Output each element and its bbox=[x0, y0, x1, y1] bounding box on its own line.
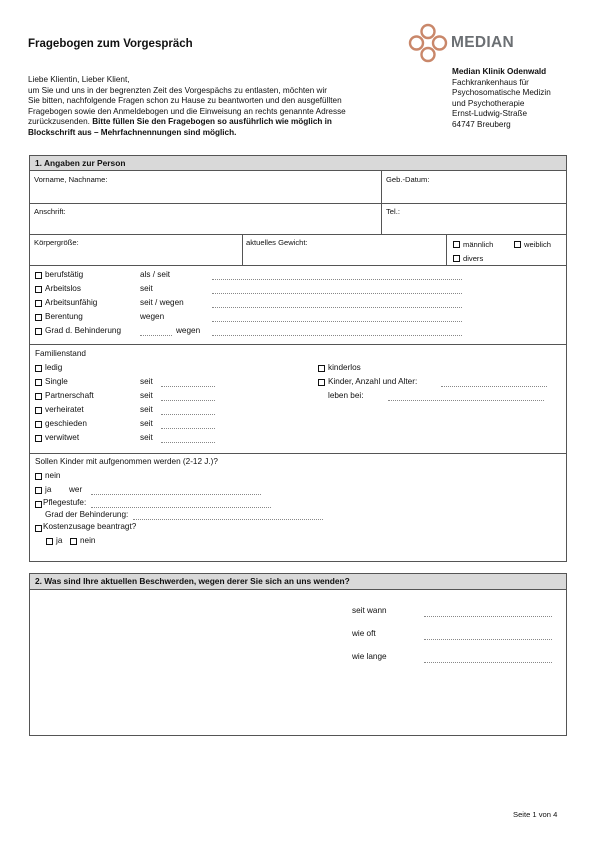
fill-line[interactable] bbox=[91, 494, 261, 495]
cost-no-label: nein bbox=[80, 536, 96, 545]
fill-line[interactable] bbox=[212, 293, 462, 294]
address-line: Ernst-Ludwig-Straße bbox=[452, 109, 528, 119]
care-level-checkbox[interactable] bbox=[35, 501, 42, 508]
diverse-checkbox[interactable] bbox=[453, 255, 460, 262]
height-label: Körpergröße: bbox=[34, 238, 79, 247]
cost-yes-checkbox[interactable] bbox=[46, 538, 53, 545]
employment-label: Arbeitslos bbox=[45, 284, 81, 293]
kids-question: Sollen Kinder mit aufgenommen werden (2-12 J.)? bbox=[35, 457, 218, 466]
family-detail: seit bbox=[140, 433, 153, 442]
how-long-label: wie lange bbox=[352, 652, 387, 661]
fill-line[interactable] bbox=[91, 507, 271, 508]
intro-line: um Sie und uns in der begrenzten Zeit des Vorgespächs zu entlasten, möchten wir bbox=[28, 85, 328, 95]
fill-line[interactable] bbox=[161, 400, 215, 401]
since-label: seit wann bbox=[352, 606, 387, 615]
divider bbox=[242, 234, 243, 265]
family-label: geschieden bbox=[45, 419, 87, 428]
children-label: Kinder, Anzahl und Alter: bbox=[328, 377, 418, 386]
children-checkbox[interactable] bbox=[318, 379, 325, 386]
kids-yes-checkbox[interactable] bbox=[35, 487, 42, 494]
family-detail: seit bbox=[140, 419, 153, 428]
family-checkbox[interactable] bbox=[35, 407, 42, 414]
single-checkbox[interactable] bbox=[35, 365, 42, 372]
fill-line[interactable] bbox=[212, 321, 462, 322]
kids-yes-label: ja bbox=[45, 485, 52, 494]
divider bbox=[30, 265, 566, 266]
intro-text bbox=[28, 75, 428, 139]
address-label: Anschrift: bbox=[34, 207, 66, 216]
employment-label: Arbeitsunfähig bbox=[45, 298, 98, 307]
employment-detail: seit bbox=[140, 284, 153, 293]
disability-checkbox[interactable] bbox=[35, 328, 42, 335]
fill-line[interactable] bbox=[388, 400, 544, 401]
family-detail: seit bbox=[140, 377, 153, 386]
family-checkbox[interactable] bbox=[35, 435, 42, 442]
childless-checkbox[interactable] bbox=[318, 365, 325, 372]
kids-no-checkbox[interactable] bbox=[35, 473, 42, 480]
employment-label: Berentung bbox=[45, 312, 83, 321]
intro-greeting: Liebe Klientin, Lieber Klient, bbox=[28, 75, 130, 84]
family-checkbox[interactable] bbox=[35, 393, 42, 400]
family-label: verheiratet bbox=[45, 405, 84, 414]
fill-line[interactable] bbox=[212, 335, 462, 336]
live-with-label: leben bei: bbox=[328, 391, 364, 400]
address-line: 64747 Breuberg bbox=[452, 119, 511, 129]
employed-checkbox[interactable] bbox=[35, 272, 42, 279]
divider bbox=[30, 203, 566, 204]
family-label: ledig bbox=[45, 363, 63, 372]
clinic-address bbox=[452, 67, 551, 131]
intro-line: Fragebogen sowie den Anmeldebogen und die Einweisung an rechts genannte Adresse bbox=[28, 106, 346, 116]
address-line: Psychosomatische Medizin bbox=[452, 88, 551, 98]
female-label: weiblich bbox=[524, 240, 552, 249]
fill-line[interactable] bbox=[161, 414, 215, 415]
address-line: Fachkrankenhaus für bbox=[452, 77, 529, 87]
cost-checkbox[interactable] bbox=[35, 525, 42, 532]
weight-label: aktuelles Gewicht: bbox=[246, 238, 308, 247]
family-checkbox[interactable] bbox=[35, 421, 42, 428]
unfit-checkbox[interactable] bbox=[35, 300, 42, 307]
family-heading: Familienstand bbox=[35, 349, 86, 358]
family-label: verwitwet bbox=[45, 433, 80, 442]
divider bbox=[30, 234, 566, 235]
fill-line[interactable] bbox=[161, 442, 215, 443]
logo-text: MEDIAN bbox=[451, 34, 514, 51]
fill-line[interactable] bbox=[212, 307, 462, 308]
logo-flower-icon bbox=[407, 22, 449, 64]
fill-line[interactable] bbox=[424, 639, 552, 640]
fill-line[interactable] bbox=[424, 662, 552, 663]
employment-detail: seit / wegen bbox=[140, 298, 184, 307]
intro-bold: Bitte füllen Sie den Fragebogen so ausführlich wie möglich in bbox=[92, 117, 332, 127]
employment-detail: als / seit bbox=[140, 270, 171, 279]
section-complaints bbox=[29, 573, 567, 736]
name-label: Vorname, Nachname: bbox=[34, 175, 108, 184]
female-checkbox[interactable] bbox=[514, 241, 521, 248]
median-logo bbox=[407, 22, 525, 64]
pension-checkbox[interactable] bbox=[35, 314, 42, 321]
how-often-label: wie oft bbox=[352, 629, 376, 638]
phone-label: Tel.: bbox=[386, 207, 400, 216]
fill-line[interactable] bbox=[133, 519, 323, 520]
childless-label: kinderlos bbox=[328, 363, 361, 372]
employment-detail: wegen bbox=[140, 312, 165, 321]
fill-line[interactable] bbox=[161, 428, 215, 429]
section-heading: 2. Was sind Ihre aktuellen Beschwerden, wegen derer Sie sich an uns wenden? bbox=[30, 574, 566, 590]
fill-line[interactable] bbox=[441, 386, 547, 387]
fill-line[interactable] bbox=[212, 279, 462, 280]
divider bbox=[446, 234, 447, 265]
male-checkbox[interactable] bbox=[453, 241, 460, 248]
divider bbox=[30, 344, 566, 345]
unemployed-checkbox[interactable] bbox=[35, 286, 42, 293]
kids-who-label: wer bbox=[69, 485, 83, 494]
intro-line: Sie bitten, nachfolgende Fragen schon zu Hause zu beantworten und den ausgefüllten bbox=[28, 96, 342, 106]
fill-line[interactable] bbox=[140, 335, 172, 336]
fill-line[interactable] bbox=[424, 616, 552, 617]
intro-normal: zurückzusenden. bbox=[28, 117, 93, 127]
cost-question: Kostenzusage beantragt? bbox=[43, 522, 137, 531]
section-heading: 1. Angaben zur Person bbox=[30, 156, 566, 171]
kids-no-label: nein bbox=[45, 471, 61, 480]
fill-line[interactable] bbox=[161, 386, 215, 387]
family-label: Partnerschaft bbox=[45, 391, 94, 400]
cost-yes-label: ja bbox=[56, 536, 63, 545]
disability-degree-label: Grad der Behinderung: bbox=[45, 510, 129, 519]
intro-bold-line: Blockschrift aus – Mehrfachnennungen sind möglich. bbox=[28, 127, 237, 137]
dob-label: Geb.-Datum: bbox=[386, 175, 430, 184]
address-line: und Psychotherapie bbox=[452, 98, 525, 108]
employment-label: berufstätig bbox=[45, 270, 84, 279]
section-personal-data bbox=[29, 155, 567, 562]
intro-line bbox=[28, 117, 428, 128]
clinic-name: Median Klinik Odenwald bbox=[452, 67, 547, 76]
family-detail: seit bbox=[140, 391, 153, 400]
divider bbox=[30, 453, 566, 454]
male-label: männlich bbox=[463, 240, 494, 249]
cost-no-checkbox[interactable] bbox=[70, 538, 77, 545]
family-label: Single bbox=[45, 377, 68, 386]
diverse-label: divers bbox=[463, 254, 484, 263]
family-checkbox[interactable] bbox=[35, 379, 42, 386]
family-detail: seit bbox=[140, 405, 153, 414]
care-level-label: Pflegestufe: bbox=[43, 498, 87, 507]
page-title: Fragebogen zum Vorgespräch bbox=[28, 38, 193, 50]
page-number: Seite 1 von 4 bbox=[513, 810, 558, 819]
employment-label: Grad d. Behinderung bbox=[45, 326, 122, 335]
employment-detail: wegen bbox=[176, 326, 201, 335]
